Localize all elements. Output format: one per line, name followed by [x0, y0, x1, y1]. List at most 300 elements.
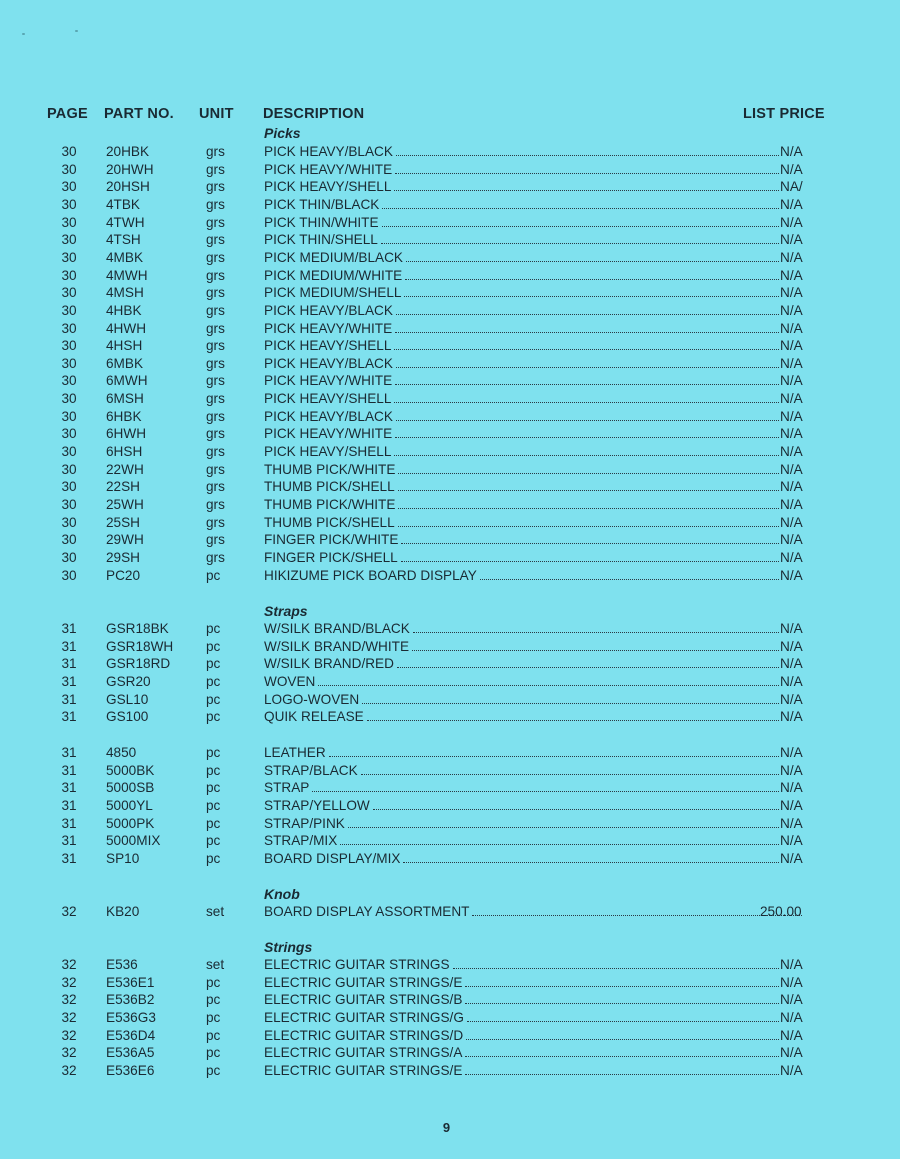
catalog-page-cell: 30: [61, 532, 77, 548]
catalog-page-cell: 30: [61, 497, 77, 512]
description-cell: [264, 249, 779, 267]
dot-leader: [373, 797, 779, 810]
table-row: [0, 196, 900, 214]
table-row: [0, 302, 900, 320]
unit-cell: pc: [206, 833, 221, 849]
part-number-cell: 29WH: [106, 532, 144, 548]
table-row: [0, 815, 900, 833]
description-text: THUMB PICK/SHELL: [264, 479, 395, 495]
description-text: STRAP/PINK: [264, 815, 345, 831]
description-cell: [264, 1062, 779, 1080]
description-text: PICK HEAVY/WHITE: [264, 161, 393, 177]
part-number-cell: 6HBK: [106, 408, 142, 424]
list-price-cell: N/A: [780, 992, 803, 1008]
section-title: Strings: [264, 939, 313, 955]
list-price-cell: N/A: [780, 974, 803, 990]
list-price-cell: N/A: [780, 214, 803, 230]
unit-cell: grs: [206, 514, 225, 530]
dot-leader: [480, 567, 779, 580]
dot-leader: [318, 673, 779, 686]
unit-cell: grs: [206, 426, 225, 442]
dot-leader: [403, 850, 779, 863]
list-price-cell: N/A: [780, 196, 803, 212]
section-title: Picks: [264, 125, 301, 141]
description-cell: [264, 1027, 779, 1045]
catalog-page-cell: 30: [61, 426, 77, 442]
description-text: PICK HEAVY/BLACK: [264, 408, 393, 424]
description-text: PICK HEAVY/WHITE: [264, 373, 393, 389]
part-number-cell: 4HWH: [106, 320, 147, 336]
catalog-page-cell: 30: [61, 391, 77, 407]
part-number-cell: 4850: [106, 745, 137, 760]
table-row: [0, 443, 900, 461]
table-row: [0, 673, 900, 691]
description-cell: [264, 284, 779, 302]
part-number-cell: 29SH: [106, 549, 141, 565]
part-number-cell: 25WH: [106, 497, 144, 512]
description-cell: [264, 372, 779, 390]
description-cell: [264, 673, 779, 691]
list-price-cell: N/A: [780, 161, 803, 177]
list-price-cell: N/A: [780, 709, 803, 725]
unit-cell: pc: [206, 567, 221, 583]
catalog-page-cell: 31: [61, 815, 77, 831]
table-row: [0, 425, 900, 443]
list-price-cell: N/A: [780, 497, 803, 512]
dot-leader: [465, 1062, 779, 1075]
unit-cell: pc: [206, 709, 221, 725]
list-price-cell: N/A: [780, 797, 803, 813]
part-number-cell: 6MSH: [106, 391, 144, 407]
dot-leader: [398, 496, 779, 509]
description-cell: [264, 567, 779, 585]
description-cell: [264, 762, 779, 780]
list-price-cell: N/A: [780, 745, 803, 760]
dot-leader: [397, 655, 779, 668]
dot-leader: [465, 1044, 779, 1057]
table-row: [0, 514, 900, 532]
column-header-row: [0, 106, 900, 126]
list-price-cell: N/A: [780, 656, 803, 672]
part-number-cell: 4MSH: [106, 285, 144, 301]
description-cell: [264, 196, 779, 214]
description-text: ELECTRIC GUITAR STRINGS/G: [264, 1009, 464, 1025]
table-row: [0, 567, 900, 585]
description-text: PICK MEDIUM/BLACK: [264, 249, 403, 265]
catalog-page-cell: 30: [61, 479, 77, 495]
catalog-page-cell: 31: [61, 638, 77, 654]
dot-leader: [453, 956, 779, 969]
unit-cell: pc: [206, 1062, 221, 1078]
description-text: PICK HEAVY/WHITE: [264, 426, 393, 442]
list-price-cell: N/A: [780, 1045, 803, 1061]
table-row: [0, 355, 900, 373]
part-number-cell: 22WH: [106, 461, 144, 477]
description-cell: [264, 638, 779, 656]
list-price-cell: N/A: [780, 355, 803, 371]
part-number-cell: GSL10: [106, 691, 149, 707]
unit-cell: grs: [206, 338, 225, 354]
catalog-page-cell: 30: [61, 408, 77, 424]
list-price-cell: 250.00: [760, 904, 802, 919]
dot-leader: [398, 478, 779, 491]
dot-leader: [401, 549, 779, 562]
description-text: HIKIZUME PICK BOARD DISPLAY: [264, 567, 477, 583]
unit-cell: grs: [206, 549, 225, 565]
part-number-cell: E536D4: [106, 1027, 156, 1043]
unit-cell: grs: [206, 532, 225, 548]
list-price-cell: N/A: [780, 391, 803, 407]
unit-cell: grs: [206, 214, 225, 230]
dot-leader: [381, 231, 779, 244]
table-row: [0, 267, 900, 285]
description-text: PICK HEAVY/BLACK: [264, 302, 393, 318]
list-price-cell: N/A: [780, 691, 803, 707]
table-row: [0, 1044, 900, 1062]
catalog-page-cell: 30: [61, 320, 77, 336]
dot-leader: [394, 337, 779, 350]
paper-speck: [75, 30, 78, 32]
list-price-cell: N/A: [780, 638, 803, 654]
description-text: THUMB PICK/WHITE: [264, 461, 396, 477]
table-row: [0, 231, 900, 249]
dot-leader: [361, 762, 779, 775]
dot-leader: [396, 408, 779, 421]
dot-leader: [398, 461, 779, 474]
unit-cell: pc: [206, 815, 221, 831]
list-price-cell: N/A: [780, 514, 803, 530]
part-number-cell: 22SH: [106, 479, 141, 495]
dot-leader: [395, 372, 779, 385]
description-cell: [264, 974, 779, 992]
table-row: [0, 974, 900, 992]
part-number-cell: 20HBK: [106, 144, 150, 159]
part-number-cell: E536E1: [106, 974, 155, 990]
catalog-page-cell: 31: [61, 745, 77, 760]
table-row: [0, 372, 900, 390]
catalog-page-cell: 32: [61, 1045, 77, 1061]
dot-leader: [467, 1009, 779, 1022]
dot-leader: [382, 214, 779, 227]
unit-cell: grs: [206, 144, 225, 159]
unit-cell: pc: [206, 797, 221, 813]
unit-cell: pc: [206, 974, 221, 990]
list-price-cell: N/A: [780, 762, 803, 778]
dot-leader: [394, 178, 779, 191]
catalog-page-cell: 31: [61, 621, 77, 636]
part-number-cell: 6HWH: [106, 426, 147, 442]
description-cell: [264, 956, 779, 974]
dot-leader: [362, 691, 779, 704]
unit-cell: grs: [206, 161, 225, 177]
list-price-cell: N/A: [780, 426, 803, 442]
catalog-page-cell: 30: [61, 179, 77, 195]
description-text: ELECTRIC GUITAR STRINGS/E: [264, 974, 463, 990]
description-text: PICK HEAVY/BLACK: [264, 144, 393, 159]
description-cell: [264, 691, 779, 709]
list-price-cell: N/A: [780, 444, 803, 460]
table-row: [0, 337, 900, 355]
table-row: [0, 531, 900, 549]
table-row: [0, 903, 900, 921]
part-number-cell: GSR18RD: [106, 656, 171, 672]
catalog-page-cell: 30: [61, 196, 77, 212]
list-price-cell: N/A: [780, 408, 803, 424]
part-number-cell: 20HWH: [106, 161, 154, 177]
catalog-page-cell: 30: [61, 144, 77, 159]
description-cell: [264, 320, 779, 338]
catalog-page-cell: 31: [61, 656, 77, 672]
unit-cell: pc: [206, 745, 221, 760]
dot-leader: [394, 390, 779, 403]
description-text: W/SILK BRAND/WHITE: [264, 638, 410, 654]
catalog-page-cell: 30: [61, 549, 77, 565]
description-text: LEATHER: [264, 745, 326, 760]
description-cell: [264, 390, 779, 408]
description-cell: [264, 408, 779, 426]
list-price-cell: N/A: [780, 285, 803, 301]
catalog-page-cell: 30: [61, 444, 77, 460]
unit-cell: grs: [206, 408, 225, 424]
unit-cell: grs: [206, 444, 225, 460]
dot-leader: [348, 815, 779, 828]
header-page: PAGE: [47, 106, 88, 122]
description-text: STRAP/BLACK: [264, 762, 358, 778]
unit-cell: grs: [206, 302, 225, 318]
table-row: [0, 832, 900, 850]
description-cell: [264, 655, 779, 673]
description-cell: [264, 355, 779, 373]
description-cell: [264, 991, 779, 1009]
dot-leader: [466, 1027, 779, 1040]
description-text: THUMB PICK/SHELL: [264, 514, 395, 530]
table-row: [0, 178, 900, 196]
dot-leader: [465, 991, 779, 1004]
table-row: [0, 655, 900, 673]
list-price-cell: N/A: [780, 461, 803, 477]
unit-cell: grs: [206, 479, 225, 495]
table-row: [0, 390, 900, 408]
catalog-page-cell: 30: [61, 461, 77, 477]
catalog-page-cell: 32: [61, 1009, 77, 1025]
table-row: [0, 461, 900, 479]
dot-leader: [401, 531, 779, 544]
unit-cell: set: [206, 904, 225, 919]
header-description: DESCRIPTION: [263, 106, 365, 122]
unit-cell: pc: [206, 656, 221, 672]
dot-leader: [340, 832, 779, 845]
part-number-cell: GSR18WH: [106, 638, 174, 654]
table-row: [0, 320, 900, 338]
description-text: PICK THIN/WHITE: [264, 214, 379, 230]
part-number-cell: 4MWH: [106, 267, 148, 283]
unit-cell: pc: [206, 638, 221, 654]
catalog-page-cell: 30: [61, 567, 77, 583]
part-number-cell: 5000BK: [106, 762, 155, 778]
table-row: [0, 691, 900, 709]
unit-cell: grs: [206, 355, 225, 371]
part-number-cell: PC20: [106, 567, 141, 583]
table-row: [0, 284, 900, 302]
part-number-cell: 4MBK: [106, 249, 144, 265]
dot-leader: [395, 161, 779, 174]
catalog-page-cell: 31: [61, 709, 77, 725]
dot-leader: [367, 708, 779, 721]
catalog-page-cell: 32: [61, 992, 77, 1008]
table-row: [0, 478, 900, 496]
list-price-cell: N/A: [780, 957, 803, 972]
description-text: W/SILK BRAND/RED: [264, 656, 394, 672]
part-number-cell: E536B2: [106, 992, 155, 1008]
dot-leader: [406, 249, 779, 262]
table-row: [0, 779, 900, 797]
dot-leader: [398, 514, 779, 527]
list-price-cell: N/A: [780, 532, 803, 548]
description-cell: [264, 1009, 779, 1027]
catalog-page-cell: 31: [61, 691, 77, 707]
dot-leader: [382, 196, 779, 209]
unit-cell: set: [206, 957, 225, 972]
part-number-cell: 4HSH: [106, 338, 143, 354]
list-price-cell: N/A: [780, 302, 803, 318]
description-cell: [264, 797, 779, 815]
part-number-cell: E536E6: [106, 1062, 155, 1078]
description-cell: [264, 267, 779, 285]
unit-cell: pc: [206, 780, 221, 796]
list-price-cell: N/A: [780, 780, 803, 796]
catalog-page-cell: 30: [61, 161, 77, 177]
catalog-page-cell: 31: [61, 780, 77, 796]
description-cell: [264, 815, 779, 833]
dot-leader: [312, 779, 779, 792]
unit-cell: pc: [206, 850, 221, 866]
description-text: ELECTRIC GUITAR STRINGS: [264, 957, 450, 972]
list-price-cell: N/A: [780, 479, 803, 495]
part-number-cell: E536G3: [106, 1009, 156, 1025]
part-number-cell: 20HSH: [106, 179, 150, 195]
description-text: PICK HEAVY/SHELL: [264, 179, 392, 195]
description-cell: [264, 161, 779, 179]
list-price-cell: N/A: [780, 267, 803, 283]
unit-cell: grs: [206, 497, 225, 512]
part-number-cell: 25SH: [106, 514, 141, 530]
description-text: ELECTRIC GUITAR STRINGS/A: [264, 1045, 463, 1061]
catalog-page-cell: 30: [61, 514, 77, 530]
description-cell: [264, 461, 779, 479]
description-cell: [264, 531, 779, 549]
description-text: QUIK RELEASE: [264, 709, 364, 725]
table-row: [0, 850, 900, 868]
unit-cell: grs: [206, 373, 225, 389]
description-text: BOARD DISPLAY/MIX: [264, 850, 401, 866]
description-cell: [264, 744, 779, 762]
description-text: FINGER PICK/WHITE: [264, 532, 399, 548]
table-row: [0, 620, 900, 638]
description-cell: [264, 620, 779, 638]
unit-cell: grs: [206, 461, 225, 477]
unit-cell: pc: [206, 1009, 221, 1025]
header-list-price: LIST PRICE: [743, 106, 825, 122]
description-cell: [264, 496, 779, 514]
description-cell: [264, 443, 779, 461]
part-number-cell: 4HBK: [106, 302, 142, 318]
unit-cell: grs: [206, 232, 225, 248]
catalog-page-cell: 31: [61, 797, 77, 813]
unit-cell: pc: [206, 673, 221, 689]
dot-leader: [396, 143, 779, 156]
part-number-cell: KB20: [106, 904, 140, 919]
description-cell: [264, 425, 779, 443]
dot-leader: [413, 620, 779, 633]
catalog-page-cell: 32: [61, 904, 77, 919]
list-price-cell: N/A: [780, 833, 803, 849]
part-number-cell: E536: [106, 957, 138, 972]
unit-cell: pc: [206, 992, 221, 1008]
table-row: [0, 1009, 900, 1027]
table-row: [0, 1062, 900, 1080]
description-text: PICK MEDIUM/WHITE: [264, 267, 403, 283]
list-price-cell: N/A: [780, 338, 803, 354]
table-row: [0, 214, 900, 232]
description-text: PICK HEAVY/SHELL: [264, 391, 392, 407]
unit-cell: pc: [206, 762, 221, 778]
list-price-cell: N/A: [780, 373, 803, 389]
table-row: [0, 762, 900, 780]
list-price-cell: N/A: [780, 144, 803, 159]
table-row: [0, 496, 900, 514]
dot-leader: [404, 284, 779, 297]
dot-leader: [396, 355, 779, 368]
section-title: Straps: [264, 603, 308, 619]
description-cell: [264, 708, 779, 726]
catalog-page-cell: 31: [61, 833, 77, 849]
part-number-cell: 4TSH: [106, 232, 141, 248]
unit-cell: grs: [206, 320, 225, 336]
unit-cell: grs: [206, 285, 225, 301]
description-cell: [264, 549, 779, 567]
table-row: [0, 797, 900, 815]
part-number-cell: 5000SB: [106, 780, 155, 796]
description-text: PICK HEAVY/SHELL: [264, 444, 392, 460]
description-cell: [264, 478, 779, 496]
list-price-cell: N/A: [780, 232, 803, 248]
description-text: STRAP/MIX: [264, 833, 338, 849]
catalog-page-cell: 30: [61, 267, 77, 283]
table-row: [0, 956, 900, 974]
catalog-page-cell: 30: [61, 249, 77, 265]
list-price-cell: N/A: [780, 567, 803, 583]
catalog-page-cell: 30: [61, 355, 77, 371]
paper-speck: [22, 33, 25, 35]
list-price-cell: N/A: [780, 673, 803, 689]
description-text: PICK THIN/SHELL: [264, 232, 378, 248]
dot-leader: [396, 302, 779, 315]
unit-cell: grs: [206, 196, 225, 212]
part-number-cell: GSR18BK: [106, 621, 169, 636]
catalog-page-cell: 30: [61, 214, 77, 230]
dot-leader: [395, 320, 779, 333]
part-number-cell: 6MBK: [106, 355, 144, 371]
table-row: [0, 249, 900, 267]
dot-leader: [329, 744, 779, 757]
catalog-page-cell: 31: [61, 762, 77, 778]
description-text: PICK MEDIUM/SHELL: [264, 285, 402, 301]
description-cell: [264, 832, 779, 850]
section-title: Knob: [264, 886, 300, 902]
list-price-cell: N/A: [780, 1062, 803, 1078]
part-number-cell: GSR20: [106, 673, 151, 689]
unit-cell: grs: [206, 179, 225, 195]
